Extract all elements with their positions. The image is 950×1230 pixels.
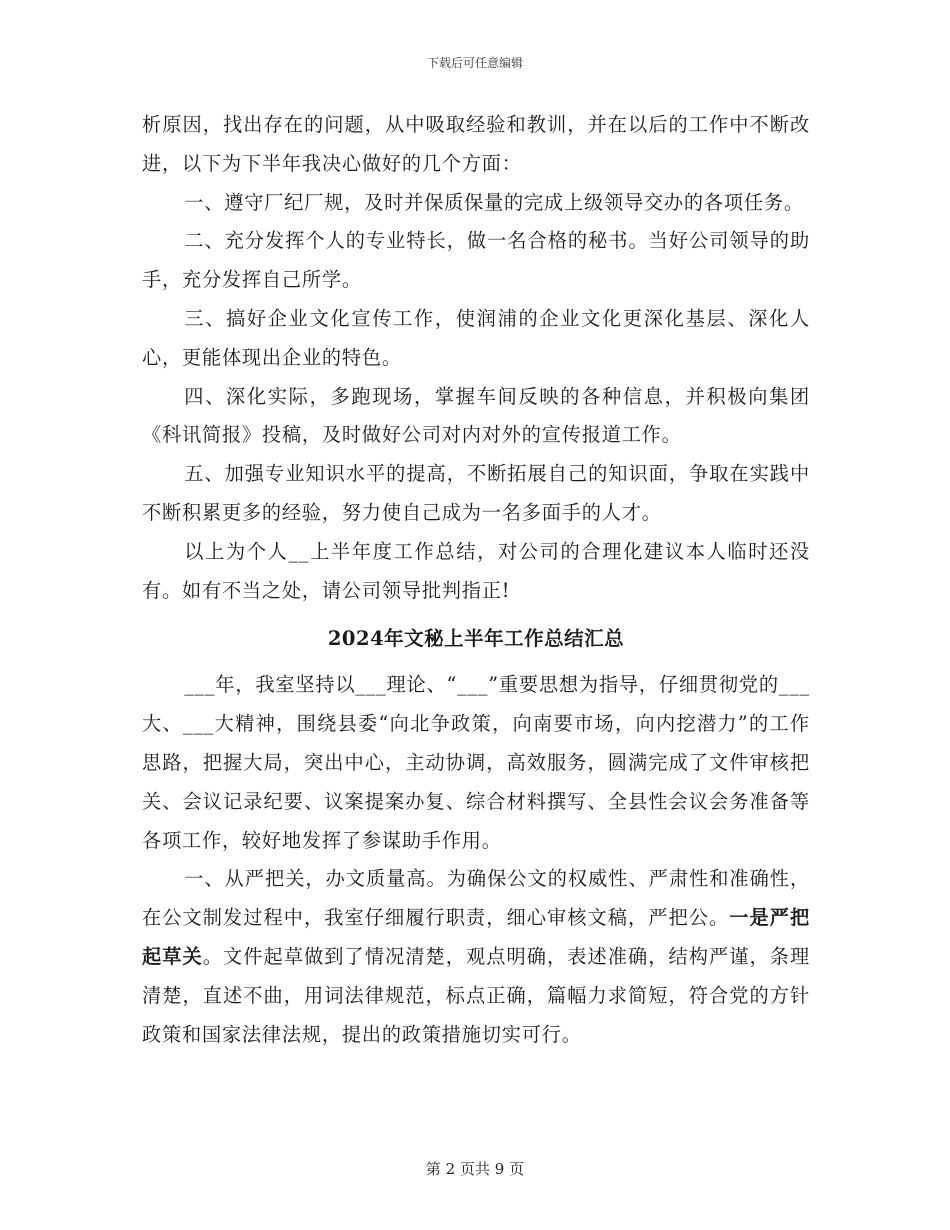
paragraph-item-1: 一、遵守厂纪厂规，及时并保质保量的完成上级领导交办的各项任务。: [184, 190, 804, 214]
page-number: 第 2 页共 9 页: [425, 1160, 525, 1178]
paragraph-closing: 以上为个人__上半年度工作总结，对公司的合理化建议本人临时还没有。如有不当之处，请公司领导批判指正!: [142, 539, 810, 602]
paragraph-continuation: 析原因，找出存在的问题，从中吸取经验和教训，并在以后的工作中不断改进，以下为下半年我决心做好的几个方面：: [142, 113, 810, 175]
paragraph-item-2: 二、充分发挥个人的专业特长，做一名合格的秘书。当好公司领导的助手，充分发挥自己所学。: [142, 229, 810, 292]
paragraph-item-5: 五、加强专业知识水平的提高，不断拓展自己的知识面，争取在实践中不断积累更多的经验，努力使自己成为一名多面手的人才。: [142, 462, 810, 524]
paragraph-section-1: [142, 860, 810, 1054]
paragraph-intro: ___年，我室坚持以___理论、“___”重要思想为指导，仔细贯彻党的___大、___大精神，围绕县委“向北争政策，向南要市场，向内挖潜力”的工作思路，把握大局，突出中心，主动协调，高效服务，圆满完成了文件审核把关、会议记录纪要、议案提案办复、综合材料撰写、全县性会议会务准备等各项工作，较好地发挥了参谋助手作用。: [142, 673, 810, 852]
bold-heading: 一是严把起草关: [142, 906, 811, 968]
document-body: [142, 106, 810, 1054]
paragraph-item-3: 三、搞好企业文化宣传工作，使润浦的企业文化更深化基层、深化人心，更能体现出企业的特色。: [142, 306, 810, 369]
paragraph-section-1-rest: 。文件起草做到了情况清楚，观点明确，表述准确，结构严谨，条理清楚，直述不曲，用词法律规范，标点正确，篇幅力求简短，符合党的方针政策和国家法律法规，提出的政策措施切实可行。: [142, 944, 811, 1046]
paragraph-item-4: 四、深化实际，多跑现场，掌握车间反映的各种信息，并积极向集团《科讯简报》投稿，及时做好公司对内对外的宣传报道工作。: [142, 384, 810, 447]
section-title: 2024年文秘上半年工作总结汇总: [327, 627, 625, 651]
paragraph-section-1-text: 一、从严把关，办文质量高。为确保公文的权威性、严肃性和准确性，在公文制发过程中，我室仔细履行职责，细心审核文稿，严把公。: [142, 867, 810, 930]
page-header: 下载后可任意编辑: [426, 56, 523, 70]
